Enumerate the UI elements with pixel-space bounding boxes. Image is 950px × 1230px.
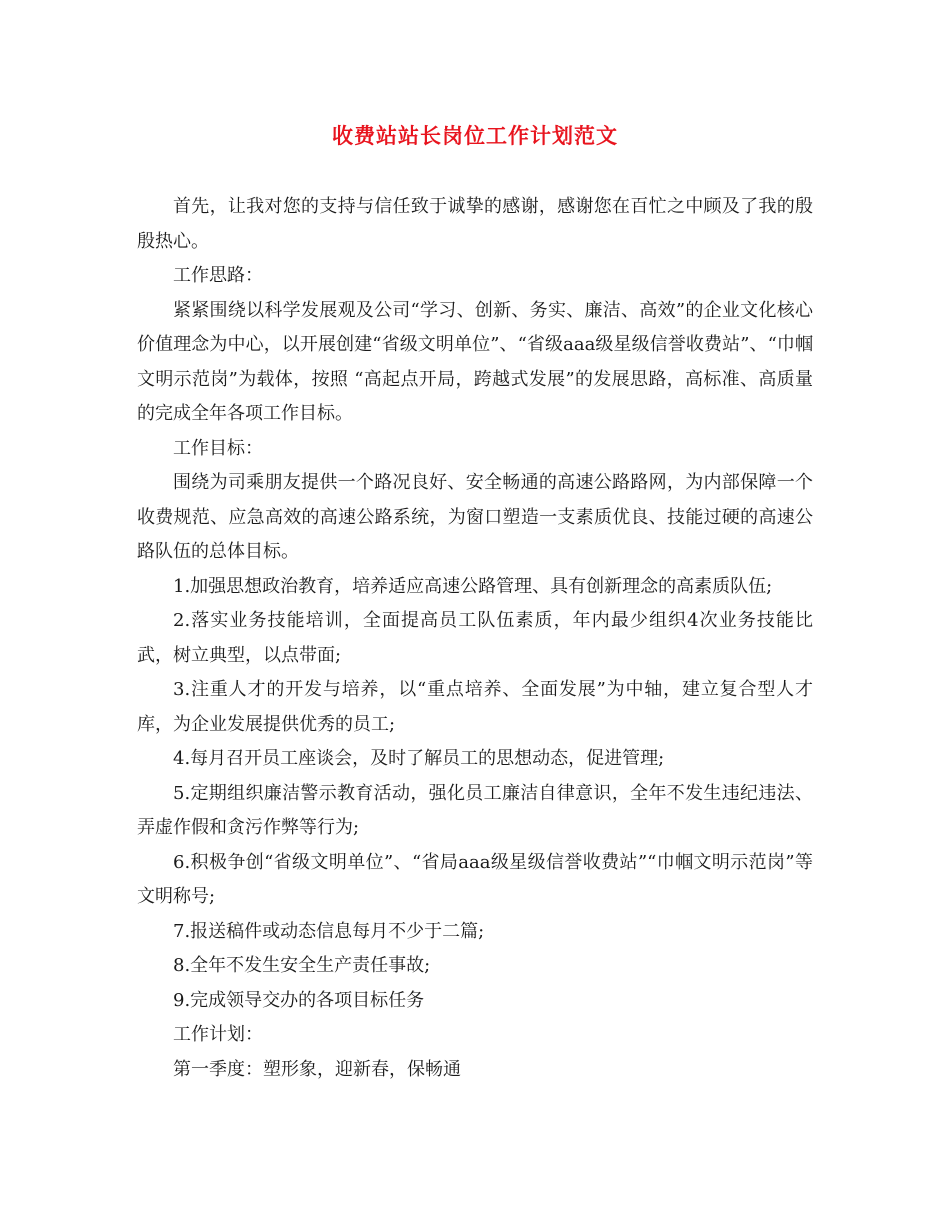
heading-work-approach: 工作思路： — [173, 265, 263, 286]
heading-work-goals: 工作目标： — [173, 437, 263, 459]
goal-item-2: 2.落实业务技能培训，全面提高员工队伍素质，年内最少组织4次业务技能比武，树立典型，以点带面; — [137, 610, 813, 666]
document-body — [137, 190, 813, 1087]
heading-work-plan: 工作计划： — [173, 1024, 263, 1045]
paragraph-work-goals: 围绕为司乘朋友提供一个路况良好、安全畅通的高速公路路网，为内部保障一个收费规范、应急高效的高速公路系统，为窗口塑造一支素质优良、技能过硬的高速公路队伍的总体目标。 — [137, 472, 813, 562]
paragraph-work-approach: 紧紧围绕以科学发展观及公司“学习、创新、务实、廉洁、高效”的企业文化核心价值理念为中心，以开展创建“省级文明单位”、“省级aaa级星级信誉收费站”、“巾帼文明示范岗”为载体，按照 “高起点开局，跨越式发展”的发展思路，高标准、高质量的完成全年各项工作目标。 — [137, 299, 813, 424]
goal-item-8: 8.全年不发生安全生产责任事故; — [173, 955, 431, 976]
goal-item-6: 6.积极争创“省级文明单位”、“省局aaa级星级信誉收费站”“巾帼文明示范岗”等文明称号; — [137, 851, 813, 907]
paragraph-intro: 首先，让我对您的支持与信任致于诚挚的感谢，感谢您在百忙之中顾及了我的殷殷热心。 — [137, 196, 813, 252]
goal-item-9: 9.完成领导交办的各项目标任务 — [173, 989, 425, 1011]
goal-item-5: 5.定期组织廉洁警示教育活动，强化员工廉洁自律意识，全年不发生违纪违法、弄虚作假和贪污作弊等行为; — [137, 782, 813, 838]
goal-item-4: 4.每月召开员工座谈会，及时了解员工的思想动态，促进管理; — [173, 748, 665, 769]
goal-item-7: 7.报送稿件或动态信息每月不少于二篇; — [173, 920, 485, 942]
paragraph-first-quarter: 第一季度：塑形象，迎新春，保畅通 — [173, 1058, 461, 1080]
goal-item-1: 1.加强思想政治教育，培养适应高速公路管理、具有创新理念的高素质队伍; — [173, 575, 773, 597]
document-title: 收费站站长岗位工作计划范文 — [332, 123, 618, 148]
goal-item-3: 3.注重人才的开发与培养，以“重点培养、全面发展”为中轴，建立复合型人才库，为企业发展提供优秀的员工; — [137, 679, 813, 735]
